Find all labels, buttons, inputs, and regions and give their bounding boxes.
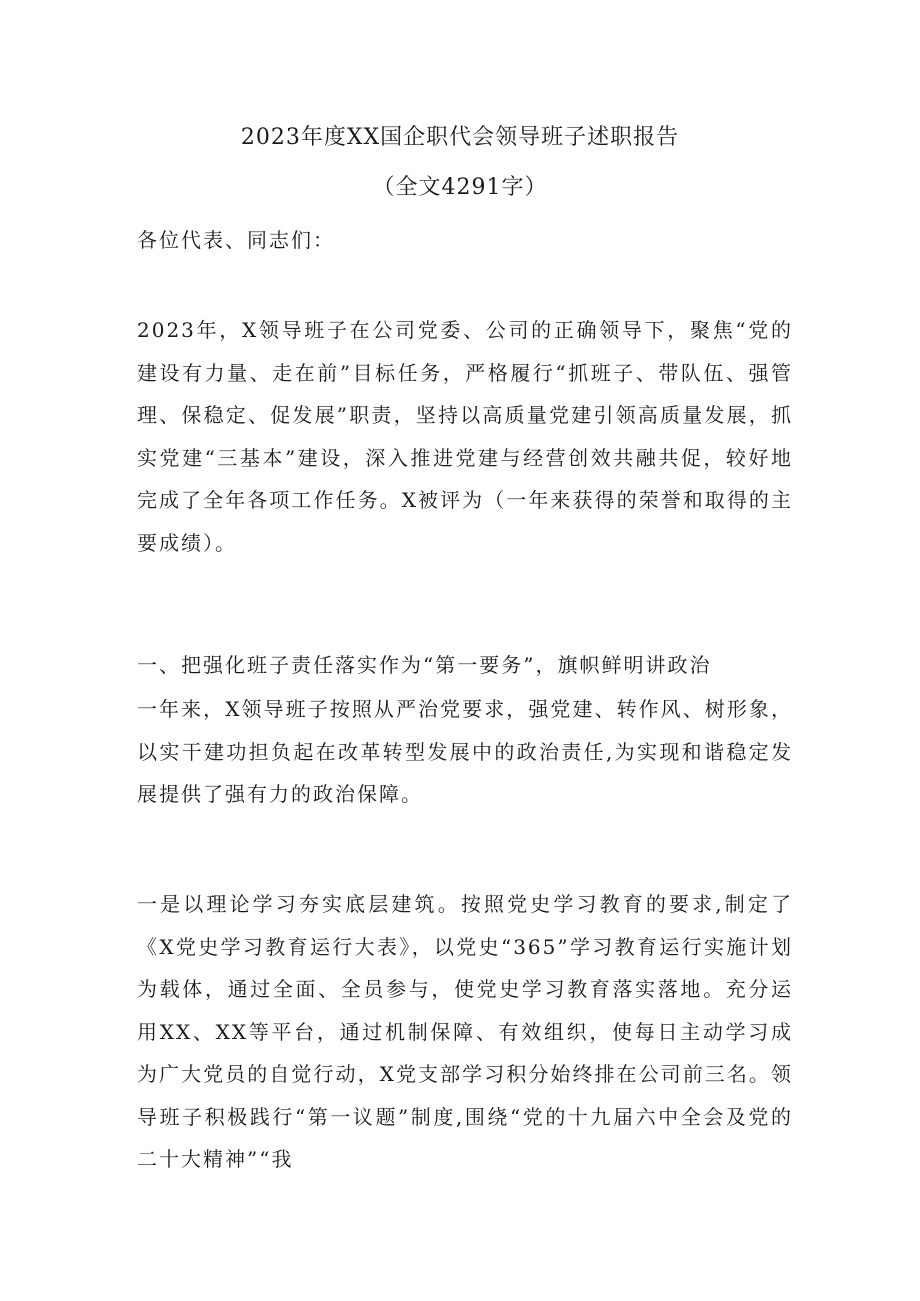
greeting: 各位代表、同志们： xyxy=(137,228,335,252)
intro-paragraph: 2023年，X领导班子在公司党委、公司的正确领导下，聚焦“党的建设有力量、走在前”目标任务，严格履行“抓班子、带队伍、强管理、保稳定、促发展”职责，坚持以高质量党建引领高质量发展，抓实党建“三基本”建设，深入推进党建与经营创效共融共促，较好地完成了全年各项工作任务。X被评为（一年来获得的荣誉和取得的主要成绩）。 xyxy=(137,318,793,555)
document-title: 2023年度XX国企职代会领导班子述职报告 xyxy=(240,125,680,150)
body-paragraph: 一是以理论学习夯实底层建筑。按照党史学习教育的要求,制定了《X党史学习教育运行大表》，以党史“365”学习教育运行实施计划为载体，通过全面、全员参与，使党史学习教育落实落地。充分运用XX、XX等平台，通过机制保障、有效组织，使每日主动学习成为广大党员的自觉行动，X党支部学习积分始终排在公司前三名。领导班子积极践行“第一议题”制度,围绕“党的十九届六中全会及党的二十大精神”“我 xyxy=(137,892,793,1171)
document-subtitle: （全文4291字） xyxy=(372,175,548,200)
section-paragraph: 一年来，X领导班子按照从严治党要求，强党建、转作风、树形象，以实干建功担负起在改革转型发展中的政治责任,为实现和谐稳定发展提供了强有力的政治保障。 xyxy=(137,697,793,806)
section-heading: 一、把强化班子责任落实作为“第一要务”，旗帜鲜明讲政治 xyxy=(137,653,712,677)
